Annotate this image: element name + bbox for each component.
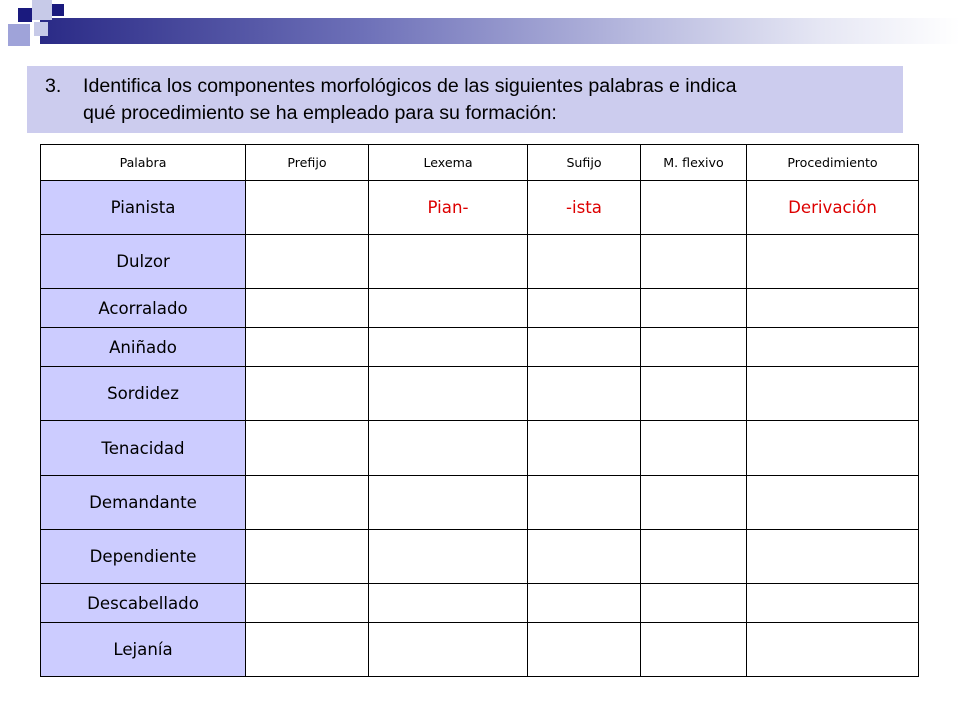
table-row (41, 181, 919, 235)
lexema-cell[interactable] (369, 367, 528, 421)
procedimiento-cell[interactable] (747, 235, 919, 289)
prefijo-cell[interactable] (246, 181, 369, 235)
lexema-cell[interactable] (369, 530, 528, 584)
table-row (41, 584, 919, 623)
procedimiento-cell[interactable] (747, 623, 919, 677)
word-cell: Dependiente (41, 530, 246, 584)
exercise-number: 3. (45, 75, 62, 97)
prefijo-cell[interactable] (246, 530, 369, 584)
prefijo-cell[interactable] (246, 289, 369, 328)
m-flexivo-cell[interactable] (641, 328, 747, 367)
word-cell: Demandante (41, 476, 246, 530)
prefijo-cell[interactable] (246, 623, 369, 677)
m-flexivo-cell[interactable] (641, 289, 747, 328)
lexema-cell[interactable] (369, 328, 528, 367)
lexema-cell[interactable] (369, 584, 528, 623)
header-procedimiento: Procedimiento (747, 145, 919, 181)
procedimiento-cell[interactable]: Derivación (747, 181, 919, 235)
procedimiento-cell[interactable] (747, 328, 919, 367)
procedimiento-cell[interactable] (747, 421, 919, 476)
table-row (41, 623, 919, 677)
header-palabra: Palabra (41, 145, 246, 181)
table-row (41, 530, 919, 584)
decor-square-navy-small (52, 4, 64, 16)
word-cell: Dulzor (41, 235, 246, 289)
header-m-flexivo: M. flexivo (641, 145, 747, 181)
lexema-cell[interactable] (369, 289, 528, 328)
morphology-table (40, 144, 919, 677)
table-header-row (41, 145, 919, 181)
m-flexivo-cell[interactable] (641, 367, 747, 421)
sufijo-cell[interactable] (528, 328, 641, 367)
table-row (41, 235, 919, 289)
decor-square-navy (18, 8, 32, 22)
m-flexivo-cell[interactable] (641, 476, 747, 530)
prefijo-cell[interactable] (246, 235, 369, 289)
word-cell: Tenacidad (41, 421, 246, 476)
m-flexivo-cell[interactable] (641, 584, 747, 623)
sufijo-cell[interactable] (528, 584, 641, 623)
instruction-line-2: qué procedimiento se ha empleado para su formación: (83, 102, 557, 124)
m-flexivo-cell[interactable] (641, 421, 747, 476)
table-row (41, 421, 919, 476)
prefijo-cell[interactable] (246, 584, 369, 623)
decor-square-lavender (8, 24, 30, 46)
m-flexivo-cell[interactable] (641, 530, 747, 584)
decor-square-small (34, 22, 48, 36)
exercise-instruction (27, 66, 903, 133)
prefijo-cell[interactable] (246, 421, 369, 476)
procedimiento-cell[interactable] (747, 530, 919, 584)
table-row (41, 328, 919, 367)
lexema-cell[interactable]: Pian- (369, 181, 528, 235)
decor-square-light (32, 0, 52, 20)
word-cell: Sordidez (41, 367, 246, 421)
lexema-cell[interactable] (369, 421, 528, 476)
prefijo-cell[interactable] (246, 328, 369, 367)
word-cell: Lejanía (41, 623, 246, 677)
sufijo-cell[interactable]: -ista (528, 181, 641, 235)
sufijo-cell[interactable] (528, 367, 641, 421)
word-cell: Pianista (41, 181, 246, 235)
sufijo-cell[interactable] (528, 623, 641, 677)
table-row (41, 367, 919, 421)
title-decoration-bar (40, 18, 960, 44)
prefijo-cell[interactable] (246, 367, 369, 421)
procedimiento-cell[interactable] (747, 584, 919, 623)
procedimiento-cell[interactable] (747, 289, 919, 328)
lexema-cell[interactable] (369, 476, 528, 530)
m-flexivo-cell[interactable] (641, 235, 747, 289)
sufijo-cell[interactable] (528, 421, 641, 476)
sufijo-cell[interactable] (528, 235, 641, 289)
sufijo-cell[interactable] (528, 530, 641, 584)
sufijo-cell[interactable] (528, 289, 641, 328)
word-cell: Acorralado (41, 289, 246, 328)
header-prefijo: Prefijo (246, 145, 369, 181)
m-flexivo-cell[interactable] (641, 623, 747, 677)
header-sufijo: Sufijo (528, 145, 641, 181)
table-row (41, 476, 919, 530)
word-cell: Descabellado (41, 584, 246, 623)
table-row (41, 289, 919, 328)
lexema-cell[interactable] (369, 235, 528, 289)
word-cell: Aniñado (41, 328, 246, 367)
sufijo-cell[interactable] (528, 476, 641, 530)
prefijo-cell[interactable] (246, 476, 369, 530)
lexema-cell[interactable] (369, 623, 528, 677)
procedimiento-cell[interactable] (747, 476, 919, 530)
instruction-line-1: Identifica los componentes morfológicos de las siguientes palabras e indica (83, 75, 737, 97)
procedimiento-cell[interactable] (747, 367, 919, 421)
header-lexema: Lexema (369, 145, 528, 181)
m-flexivo-cell[interactable] (641, 181, 747, 235)
